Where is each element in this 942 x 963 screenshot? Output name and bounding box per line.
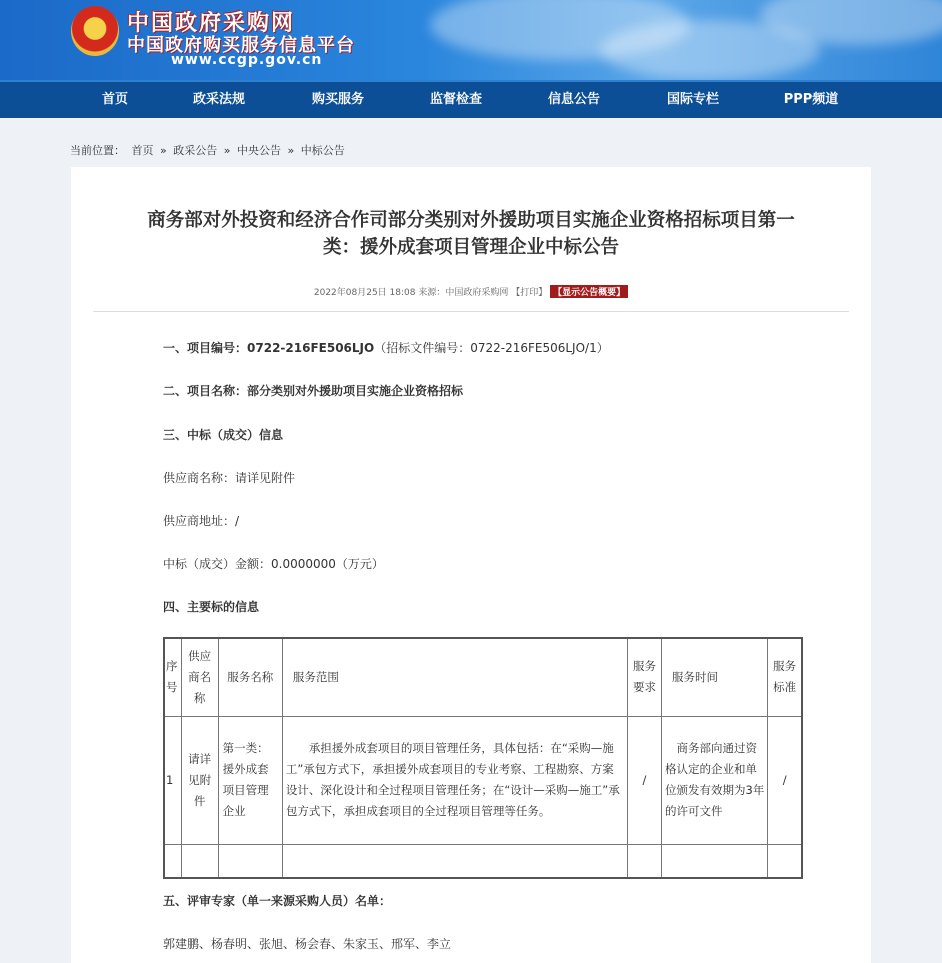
cell-empty (662, 844, 768, 878)
header-standard: 服务标准 (768, 638, 802, 716)
cell-empty (181, 844, 218, 878)
breadcrumb-separator: » (223, 144, 231, 157)
breadcrumb (70, 142, 348, 158)
project-number: 0722-216FE506LJO (247, 341, 375, 355)
cell-empty (218, 844, 282, 878)
section-main-items: 四、主要标的信息 (163, 600, 260, 614)
header-requirement: 服务要求 (627, 638, 661, 716)
site-name[interactable]: 中国政府采购网 (127, 10, 296, 36)
table-row-empty (164, 844, 802, 878)
header-no: 序号 (164, 638, 181, 716)
national-emblem-icon[interactable]: ★ (71, 6, 119, 56)
tender-doc-number: （招标文件编号：0722-216FE506LJO/1） (374, 341, 609, 355)
nav-international[interactable]: 国际专栏 (666, 92, 719, 107)
article-meta (71, 285, 871, 298)
section-award-info: 三、中标（成交）信息 (163, 428, 284, 442)
divider (93, 311, 849, 312)
breadcrumb-separator: » (160, 144, 167, 157)
cell-time: 商务部向通过资格认定的企业和单位颁发有效期为3年的许可文件 (662, 716, 768, 844)
breadcrumb-separator: » (287, 144, 295, 157)
meta-text[interactable]: 2022年08月25日 18:08 来源：中国政府采购网 【打印】 (313, 288, 548, 298)
header-supplier: 供应商名称 (181, 638, 218, 716)
site-banner (0, 0, 942, 80)
cell-empty (627, 844, 661, 878)
nav-regulations[interactable]: 政采法规 (192, 92, 245, 107)
article-title-line: 商务部对外投资和经济合作司部分类别对外援助项目实施企业资格招标项目第一 (147, 210, 795, 231)
breadcrumb-notices[interactable]: 政采公告 (173, 144, 218, 157)
section-project-name (163, 382, 463, 399)
cell-service-name: 第一类：援外成套项目管理企业 (218, 716, 282, 844)
main-nav (0, 80, 942, 118)
breadcrumb-central[interactable]: 中央公告 (236, 144, 281, 157)
cell-scope: 承担援外成套项目的项目管理任务，具体包括：在“采购—施工”承包方式下，承担援外成套项目的专业考察、工程勘察、方案设计、深化设计和全过程项目管理任务；在“设计—采购—施工”承包方式下，承担成套项目的全过程项目管理等任务。 (282, 716, 627, 844)
cell-empty (282, 844, 627, 878)
cell-standard: / (768, 716, 802, 844)
project-name: 部分类别对外援助项目实施企业资格招标 (247, 384, 464, 398)
show-summary-button[interactable]: 【显示公告概要】 (550, 285, 628, 298)
breadcrumb-award[interactable]: 中标公告 (300, 144, 345, 157)
site-subtitle: 中国政府购买服务信息平台 (127, 35, 355, 56)
cell-supplier: 请详见附件 (181, 716, 218, 844)
award-table (163, 637, 803, 879)
section-project-number (163, 339, 609, 356)
nav-announcements[interactable]: 信息公告 (547, 92, 600, 107)
cell-empty (164, 844, 181, 878)
expert-list: 郭建鹏、杨春明、张旭、杨会春、朱家玉、邢军、李立 (163, 937, 452, 951)
supplier-name: 供应商名称：请详见附件 (163, 471, 296, 485)
site-url: www.ccgp.gov.cn (171, 52, 323, 68)
section-experts: 五、评审专家（单一来源采购人员）名单： (163, 894, 392, 908)
section-label: 一、项目编号： (163, 341, 248, 355)
section-label: 二、项目名称： (163, 384, 248, 398)
nav-supervision[interactable]: 监督检查 (429, 92, 482, 107)
breadcrumb-prefix: 当前位置： (70, 144, 125, 157)
award-amount: 中标（成交）金额：0.0000000（万元） (163, 557, 384, 571)
cell-empty (768, 844, 802, 878)
header-scope: 服务范围 (282, 638, 627, 716)
header-time: 服务时间 (662, 638, 768, 716)
table-header-row (164, 638, 802, 716)
article-title-line: 类：援外成套项目管理企业中标公告 (322, 237, 619, 258)
article-card (71, 167, 871, 963)
cell-requirement: / (627, 716, 661, 844)
nav-purchase-services[interactable]: 购买服务 (311, 92, 364, 107)
table-row (164, 716, 802, 844)
header-service-name: 服务名称 (218, 638, 282, 716)
nav-ppp[interactable]: PPP频道 (783, 92, 839, 107)
cell-no: 1 (164, 716, 181, 844)
breadcrumb-home[interactable]: 首页 (131, 144, 154, 157)
article-title (91, 207, 851, 261)
nav-home[interactable]: 首页 (101, 92, 128, 107)
supplier-address: 供应商地址：/ (163, 514, 240, 528)
